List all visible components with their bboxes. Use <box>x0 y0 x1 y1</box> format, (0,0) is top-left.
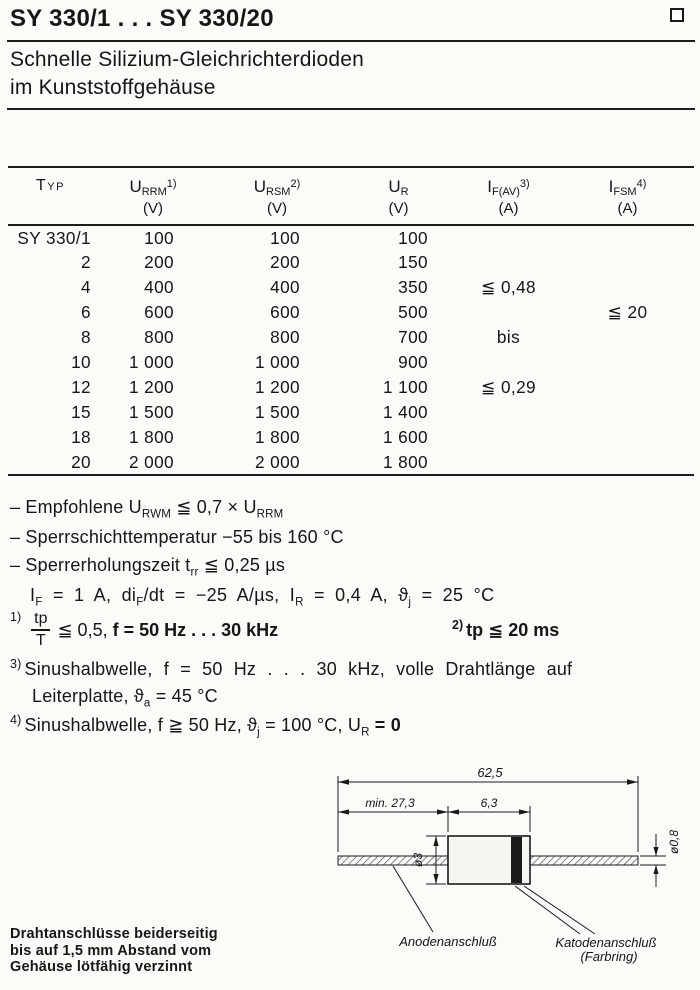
table-row <box>8 225 694 250</box>
unit-label: (A) <box>498 200 519 217</box>
table-cell: 2 000 <box>128 451 174 472</box>
table-head <box>8 167 694 225</box>
package-outline-drawing <box>318 760 693 965</box>
table-cell: 6 <box>81 302 91 322</box>
footnote-3: $^{3)}$ Sinushalbwelle, f = 50 Hz . . . 30 kHz, volle Drahtlänge auf Leiterplatte, $ϑ_a = 45$ °C <box>10 657 573 710</box>
table-cell <box>561 400 694 425</box>
table-cell: 4 <box>81 277 91 297</box>
dim-lead-label: min. 27,3 <box>365 796 415 810</box>
table-cell <box>456 300 561 325</box>
column-header-ifav: $I_{F(AV)}^{3)}$ (A) <box>456 167 561 225</box>
ratings-table <box>8 166 694 476</box>
cathode-lead <box>530 856 638 865</box>
unit-label: (A) <box>617 200 638 217</box>
note-junction-temp: – Sperrschichttemperatur −55 bis 160 °C <box>10 527 344 547</box>
table-cell: 400 <box>270 277 300 297</box>
table-cell: 1 800 <box>382 451 428 472</box>
column-header-ur: $U_R$ (V) <box>341 167 456 225</box>
note-recovery-time: – Sperrerholungszeit $t_{rr}$ ≦ 0,25 µs <box>10 555 286 579</box>
table-body <box>8 225 694 475</box>
table-cell <box>456 225 561 250</box>
table-cell: 12 <box>71 377 91 397</box>
table-row <box>8 450 694 475</box>
table-cell <box>561 275 694 300</box>
table-cell <box>561 450 694 475</box>
solder-note <box>10 926 218 976</box>
column-header-typ: Typ <box>36 177 65 194</box>
dim-total-label: 62,5 <box>477 765 503 780</box>
cathode-colorband-label: (Farbring) <box>580 949 638 964</box>
note-urwm: – Empfohlene $U_{RWM}$ ≦ $0,7 \times U_{RRM}$ <box>10 497 284 521</box>
table-cell: 900 <box>398 352 428 372</box>
table-cell: 1 200 <box>128 377 174 397</box>
column-header-ifsm: $I_{FSM}^{4)}$ (A) <box>561 167 694 225</box>
table-cell <box>456 425 561 450</box>
title-rule <box>7 40 695 42</box>
table-cell: SY 330/1 <box>17 227 91 248</box>
table-cell: 400 <box>144 277 174 297</box>
table-cell: 800 <box>270 327 300 347</box>
table-cell: 18 <box>71 427 91 447</box>
table-cell: 200 <box>270 252 300 272</box>
table-cell: 100 <box>398 227 428 248</box>
table-cell: 1 500 <box>254 402 300 422</box>
footnote-1: 1) $\frac{tp}{T}$ ≦ 0,5, f = 50 Hz . . . 30 kHz <box>10 610 279 650</box>
unit-label: (V) <box>388 200 409 217</box>
table-cell: 1 100 <box>382 377 428 397</box>
table-cell: 2 000 <box>254 451 300 472</box>
table-cell <box>561 350 694 375</box>
table-cell: 500 <box>398 302 428 322</box>
table-cell: 600 <box>270 302 300 322</box>
table-header-row <box>8 167 694 225</box>
cathode-band <box>511 837 522 883</box>
table-row <box>8 375 694 400</box>
table-cell: 1 600 <box>382 427 428 447</box>
anode-terminal-label: Anodenanschluß <box>399 934 497 949</box>
table-cell <box>561 225 694 250</box>
table-cell: ≦ 0,29 <box>480 377 537 397</box>
subtitle-line-2: im Kunststoffgehäuse <box>10 76 216 99</box>
solder-note-line-3: Gehäuse lötfähig verzinnt <box>10 959 193 975</box>
table-cell <box>561 250 694 275</box>
table-cell: 2 <box>81 252 91 272</box>
corner-checkbox <box>670 8 684 22</box>
table-cell: 600 <box>144 302 174 322</box>
table-row <box>8 250 694 275</box>
note-recovery-conditions: $I_F = 1$ A, $di_F/dt = -25$ A/µs, $I_R = 0,4$ A, $ϑ_j = 25$ °C <box>30 585 495 609</box>
table-row <box>8 400 694 425</box>
table-cell <box>561 425 694 450</box>
table-cell: 1 800 <box>128 427 174 447</box>
table-cell: ≦ 0,48 <box>480 277 537 297</box>
table-row <box>8 300 694 325</box>
table-cell: 1 800 <box>254 427 300 447</box>
column-header-ursm: $U_{RSM}^{2)}$ (V) <box>213 167 341 225</box>
footnote-4: $^{4)}$ Sinushalbwelle, f ≧ 50 Hz, $ϑ_j = 100$ °C, $U_R = 0$ <box>10 713 401 739</box>
table-cell: 15 <box>71 402 91 422</box>
table-cell: ≦ 20 <box>607 302 648 322</box>
table-cell: 20 <box>71 451 91 472</box>
subtitle-rule <box>7 108 695 110</box>
unit-label: (V) <box>143 200 163 217</box>
table-cell: 1 000 <box>254 352 300 372</box>
dim-body-label: 6,3 <box>480 796 498 810</box>
solder-note-line-1: Drahtanschlüsse beiderseitig <box>10 926 218 942</box>
unit-label: (V) <box>267 200 287 217</box>
table-row <box>8 425 694 450</box>
subtitle-line-1: Schnelle Silizium-Gleichrichterdioden <box>10 48 365 71</box>
dim-body-diameter-label: ø3 <box>411 852 425 868</box>
table-cell: 8 <box>81 327 91 347</box>
table-cell: 100 <box>270 227 300 248</box>
table-cell: 1 200 <box>254 377 300 397</box>
table-cell: 1 400 <box>382 402 428 422</box>
subtitle <box>10 46 364 102</box>
table-cell: 700 <box>398 327 428 347</box>
table-cell: 1 500 <box>128 402 174 422</box>
table-cell: 100 <box>144 227 174 248</box>
table-row <box>8 325 694 350</box>
dim-lead-diameter-label: ø0,8 <box>667 829 681 855</box>
table-cell: 200 <box>144 252 174 272</box>
table-cell: 800 <box>144 327 174 347</box>
fraction-tp-over-T: $\frac{tp}{T}$ <box>31 610 50 651</box>
cathode-terminal-label: Katodenanschluß <box>555 935 657 950</box>
footnote-2: $^{2)}$ tp ≦ 20 ms <box>452 618 560 640</box>
table-cell: 150 <box>398 252 428 272</box>
table-cell <box>561 325 694 350</box>
table-cell <box>456 250 561 275</box>
table-cell <box>456 350 561 375</box>
solder-note-line-2: bis auf 1,5 mm Abstand vom <box>10 942 212 959</box>
table-cell <box>561 375 694 400</box>
table-row <box>8 350 694 375</box>
column-header-urrm: $U_{RRM}^{1)}$ (V) <box>93 167 213 225</box>
table-cell <box>456 450 561 475</box>
table-cell: bis <box>496 327 521 347</box>
page-title: SY 330/1 . . . SY 330/20 <box>10 5 274 32</box>
table-cell: 10 <box>71 352 91 372</box>
anode-lead <box>338 856 448 865</box>
table-cell: 350 <box>398 277 428 297</box>
table-row <box>8 275 694 300</box>
table-cell: 1 000 <box>128 352 174 372</box>
table-cell <box>456 400 561 425</box>
